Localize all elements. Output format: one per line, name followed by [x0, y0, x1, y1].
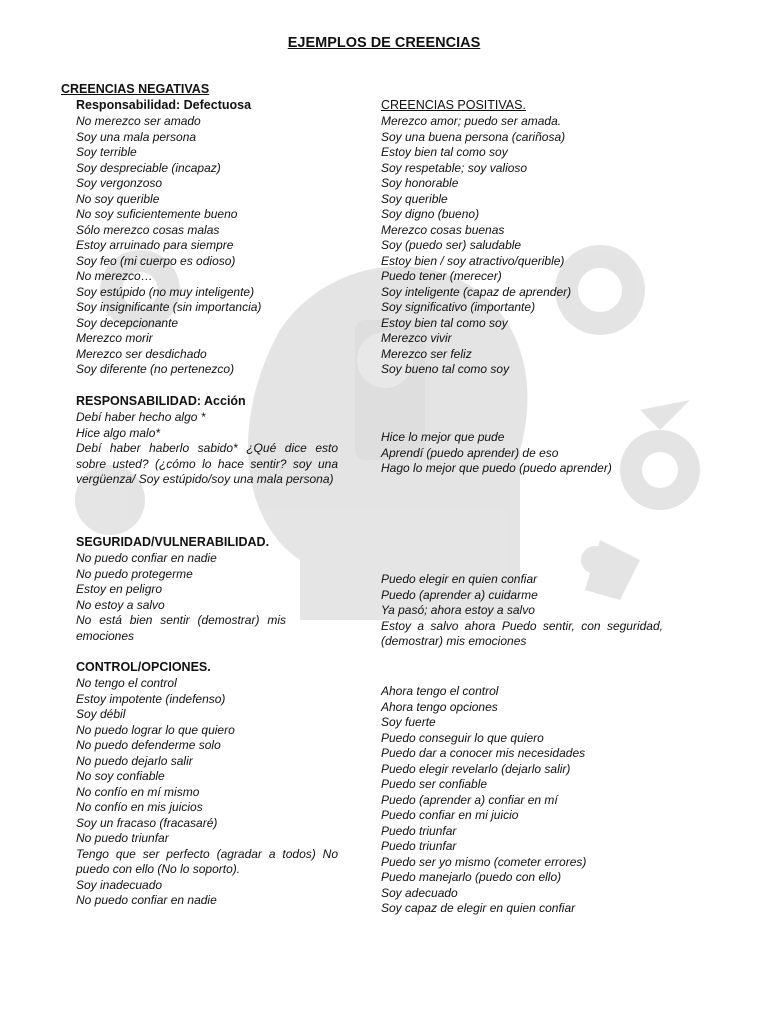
page-title: EJEMPLOS DE CREENCIAS: [287, 35, 481, 51]
list-item: Hice lo mejor que pude: [381, 430, 505, 444]
list-item: Estoy en peligro: [76, 582, 163, 596]
positive-list: [381, 114, 663, 378]
list-item: Estoy bien / soy atractivo/querible): [381, 253, 565, 268]
list-item: No estoy a salvo: [76, 597, 165, 612]
list-item: Puedo dar a conocer mis necesidades: [381, 746, 586, 760]
list-item: No puedo dejarlo salir: [76, 753, 193, 768]
negative-list: [76, 676, 338, 909]
list-item: Estoy impotente (indefenso): [76, 691, 226, 706]
list-item: No soy querible: [76, 191, 160, 206]
list-item: Ahora tengo el control: [381, 684, 499, 698]
list-item: No soy suficientemente bueno: [76, 207, 238, 221]
list-item: No merezco…: [76, 269, 153, 283]
list-item: Soy respetable; soy valioso: [381, 160, 528, 175]
section-heading: SEGURIDAD/VULNERABILIDAD.: [76, 535, 270, 549]
list-item: Merezco morir: [76, 331, 153, 345]
list-item: No puedo confiar en nadie: [76, 551, 217, 565]
section-heading: CONTROL/OPCIONES.: [76, 660, 211, 674]
list-item: Puedo tener (merecer): [381, 269, 502, 283]
list-item: No puedo protegerme: [76, 566, 193, 581]
list-item: Soy una mala persona: [76, 129, 197, 144]
list-item: Soy significativo (importante): [381, 300, 536, 314]
list-item: Puedo (aprender a) cuidarme: [381, 587, 538, 602]
list-item: Estoy bien tal como soy: [381, 315, 508, 330]
list-item: Debí haber haberlo sabido* ¿Qué dice esto sobre usted? (¿cómo lo hace sentir? soy una vergüenza/ Soy estúpido/soy una mala persona): [76, 441, 338, 486]
list-item: No está bien sentir (demostrar) mis emociones: [76, 613, 286, 643]
list-item: No puedo triunfar: [76, 831, 169, 845]
list-item: Soy fuerte: [381, 715, 436, 729]
list-item: No puedo confiar en nadie: [76, 893, 217, 907]
list-item: Puedo triunfar: [381, 823, 457, 838]
positive-list: [381, 684, 663, 917]
list-item: Puedo manejarlo (puedo con ello): [381, 870, 562, 884]
list-item: Puedo elegir en quien confiar: [381, 572, 538, 586]
list-item: Soy adecuado: [381, 885, 458, 900]
negative-list: [76, 114, 338, 378]
list-item: Soy bueno tal como soy: [381, 362, 510, 376]
list-item: Sólo merezco cosas malas: [76, 222, 220, 237]
list-item: Estoy a salvo ahora Puedo sentir, con seguridad, (demostrar) mis emociones: [381, 618, 663, 648]
negative-list: [76, 551, 338, 644]
list-item: Puedo elegir revelarlo (dejarlo salir): [381, 761, 571, 776]
list-item: Tengo que ser perfecto (agradar a todos) No puedo con ello (No lo soporto).: [76, 846, 338, 876]
list-item: Merezco ser desdichado: [76, 346, 207, 361]
section-heading: RESPONSABILIDAD: Acción: [76, 394, 246, 408]
list-item: Puedo confiar en mi juicio: [381, 808, 519, 822]
list-item: Soy débil: [76, 707, 126, 721]
list-item: Hice algo malo*: [76, 425, 161, 440]
list-item: Merezco amor; puedo ser amada.: [381, 114, 562, 128]
list-item: Soy diferente (no pertenezco): [76, 362, 235, 376]
list-item: Soy un fracaso (fracasaré): [76, 815, 218, 830]
list-item: Soy inteligente (capaz de aprender): [381, 284, 572, 299]
list-item: Soy vergonzoso: [76, 176, 163, 190]
positive-beliefs-header: CREENCIAS POSITIVAS.: [381, 98, 526, 112]
list-item: Estoy bien tal como soy: [381, 145, 508, 159]
list-item: Soy insignificante (sin importancia): [76, 300, 262, 314]
list-item: No puedo defenderme solo: [76, 738, 221, 752]
list-item: Merezco ser feliz: [381, 346, 472, 361]
list-item: Aprendí (puedo aprender) de eso: [381, 445, 559, 460]
list-item: Merezco vivir: [381, 331, 452, 345]
list-item: No tengo el control: [76, 676, 177, 690]
list-item: Soy terrible: [76, 145, 137, 159]
list-item: Ahora tengo opciones: [381, 699, 498, 714]
list-item: No confío en mí mismo: [76, 784, 200, 799]
list-item: Soy querible: [381, 191, 448, 206]
list-item: No confío en mis juicios: [76, 800, 203, 814]
list-item: Soy una buena persona (cariñosa): [381, 129, 566, 144]
list-item: Soy digno (bueno): [381, 207, 480, 221]
list-item: Estoy arruinado para siempre: [76, 238, 234, 252]
list-item: Puedo conseguir lo que quiero: [381, 730, 544, 745]
section-heading: Responsabilidad: Defectuosa: [76, 98, 252, 112]
list-item: Soy honorable: [381, 176, 459, 190]
list-item: Soy feo (mi cuerpo es odioso): [76, 253, 236, 268]
negative-beliefs-header: CREENCIAS NEGATIVAS: [61, 82, 210, 96]
list-item: Merezco cosas buenas: [381, 222, 505, 237]
list-item: Puedo ser yo mismo (cometer errores): [381, 854, 587, 869]
list-item: Puedo ser confiable: [381, 777, 488, 791]
list-item: Soy despreciable (incapaz): [76, 160, 221, 175]
positive-list: [381, 572, 663, 650]
list-item: No puedo lograr lo que quiero: [76, 722, 235, 737]
list-item: Debí haber hecho algo *: [76, 410, 206, 424]
list-item: Soy (puedo ser) saludable: [381, 238, 522, 252]
list-item: Soy decepcionante: [76, 315, 179, 330]
list-item: Hago lo mejor que puedo (puedo aprender): [381, 461, 612, 475]
list-item: Puedo triunfar: [381, 839, 457, 853]
positive-list: [381, 430, 663, 477]
list-item: Soy estúpido (no muy inteligente): [76, 284, 255, 299]
list-item: Ya pasó; ahora estoy a salvo: [381, 603, 535, 617]
negative-list: [76, 410, 338, 488]
list-item: Puedo (aprender a) confiar en mí: [381, 792, 558, 807]
list-item: No merezco ser amado: [76, 114, 201, 128]
list-item: No soy confiable: [76, 769, 165, 783]
list-item: Soy inadecuado: [76, 877, 163, 892]
list-item: Soy capaz de elegir en quien confiar: [381, 901, 576, 915]
